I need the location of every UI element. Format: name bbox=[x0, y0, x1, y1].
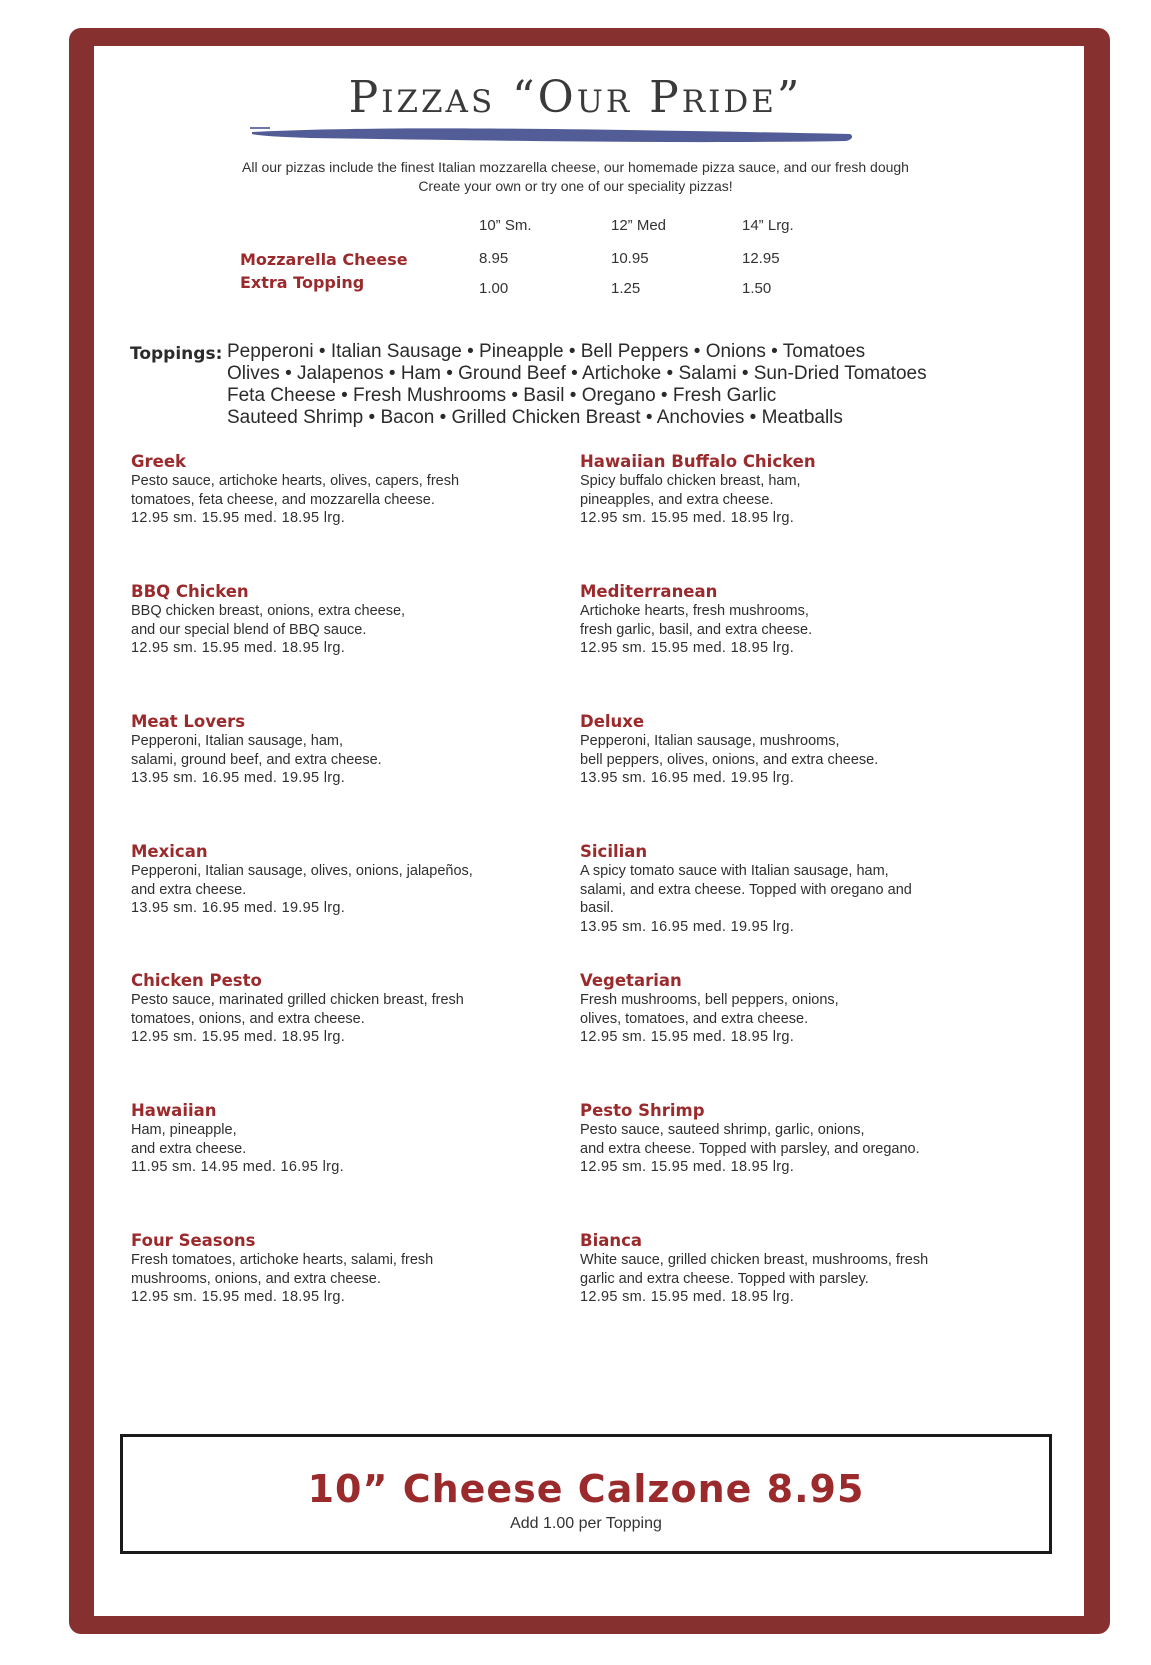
pizza-name: Mexican bbox=[131, 842, 208, 861]
pizza-item bbox=[131, 712, 561, 788]
size-header-large: 14” Lrg. bbox=[742, 217, 794, 234]
pizza-name: Greek bbox=[131, 452, 187, 471]
pizza-description-line: and extra cheese. bbox=[131, 881, 247, 898]
pizza-description-line: basil. bbox=[580, 900, 614, 916]
pizza-name: Chicken Pesto bbox=[131, 971, 262, 990]
intro-line-2: Create your own or try one of our speciality pizzas! bbox=[418, 178, 733, 194]
pizza-description-line: bell peppers, olives, onions, and extra cheese. bbox=[580, 751, 879, 768]
price-cell: 1.00 bbox=[479, 280, 509, 297]
calzone-subline: Add 1.00 per Topping bbox=[510, 1515, 662, 1532]
pizza-name: BBQ Chicken bbox=[131, 582, 249, 601]
pizza-name: Pesto Shrimp bbox=[580, 1101, 705, 1120]
pizza-name: Mediterranean bbox=[580, 582, 718, 601]
pizza-description-line: Fresh tomatoes, artichoke hearts, salami, fresh bbox=[131, 1252, 434, 1268]
pizza-name: Hawaiian bbox=[131, 1101, 217, 1120]
toppings-line: Olives • Jalapenos • Ham • Ground Beef • Artichoke • Salami • Sun-Dried Tomatoes bbox=[227, 363, 927, 384]
pizza-item bbox=[131, 971, 561, 1047]
pizza-name: Four Seasons bbox=[131, 1231, 256, 1250]
pizza-description-line: fresh garlic, basil, and extra cheese. bbox=[580, 621, 813, 638]
pizza-price: 13.95 sm. 16.95 med. 19.95 lrg. bbox=[131, 900, 346, 916]
size-header-small: 10” Sm. bbox=[479, 217, 532, 234]
intro-line-1: All our pizzas include the finest Italian mozzarella cheese, our homemade pizza sauce, and our fresh dough bbox=[242, 159, 909, 175]
pizza-name: Bianca bbox=[580, 1231, 643, 1250]
pizza-price: 13.95 sm. 16.95 med. 19.95 lrg. bbox=[580, 770, 795, 786]
pizza-item bbox=[131, 842, 561, 918]
toppings-label: Toppings: bbox=[130, 344, 223, 364]
pizza-price: 12.95 sm. 15.95 med. 18.95 lrg. bbox=[580, 510, 795, 526]
calzone-headline: 10” Cheese Calzone 8.95 bbox=[307, 1467, 865, 1511]
pizza-description-line: Pepperoni, Italian sausage, ham, bbox=[131, 733, 343, 749]
page-title: Pizzas “Our Pride” bbox=[348, 72, 803, 123]
pizza-name: Deluxe bbox=[580, 712, 645, 731]
pizza-item bbox=[580, 842, 1010, 936]
pizza-description-line: salami, ground beef, and extra cheese. bbox=[131, 751, 382, 768]
pizza-price: 11.95 sm. 14.95 med. 16.95 lrg. bbox=[131, 1159, 344, 1175]
pizza-price: 12.95 sm. 15.95 med. 18.95 lrg. bbox=[580, 1029, 795, 1045]
pizza-description-line: salami, and extra cheese. Topped with oregano and bbox=[580, 881, 912, 898]
pizza-description-line: tomatoes, feta cheese, and mozzarella cheese. bbox=[131, 491, 435, 508]
pizza-name: Vegetarian bbox=[580, 971, 682, 990]
pizza-description-line: BBQ chicken breast, onions, extra cheese, bbox=[131, 603, 406, 619]
price-cell: 1.25 bbox=[611, 280, 641, 297]
pizza-price: 12.95 sm. 15.95 med. 18.95 lrg. bbox=[131, 510, 346, 526]
pizza-description-line: Ham, pineapple, bbox=[131, 1122, 237, 1138]
pizza-item bbox=[131, 1231, 561, 1307]
pizza-item bbox=[580, 1231, 1010, 1307]
pizza-description-line: and extra cheese. bbox=[131, 1140, 247, 1157]
pizza-description-line: Pesto sauce, artichoke hearts, olives, capers, fresh bbox=[131, 473, 460, 489]
pizza-description-line: garlic and extra cheese. Topped with parsley. bbox=[580, 1270, 869, 1287]
pizza-price: 12.95 sm. 15.95 med. 18.95 lrg. bbox=[580, 1159, 795, 1175]
toppings-line: Pepperoni • Italian Sausage • Pineapple • Bell Peppers • Onions • Tomatoes bbox=[227, 341, 866, 362]
pizza-description-line: and extra cheese. Topped with parsley, and oregano. bbox=[580, 1140, 920, 1157]
pizza-description-line: mushrooms, onions, and extra cheese. bbox=[131, 1270, 381, 1287]
pizza-name: Meat Lovers bbox=[131, 712, 246, 731]
size-header-medium: 12” Med bbox=[611, 217, 667, 234]
pizza-description-line: and our special blend of BBQ sauce. bbox=[131, 621, 367, 638]
price-cell: 1.50 bbox=[742, 280, 772, 297]
pizza-price: 13.95 sm. 16.95 med. 19.95 lrg. bbox=[131, 770, 346, 786]
pizza-description-line: Pesto sauce, sauteed shrimp, garlic, onions, bbox=[580, 1122, 865, 1138]
calzone-box bbox=[120, 1434, 1052, 1554]
pizza-item bbox=[580, 712, 1010, 788]
pizza-price: 12.95 sm. 15.95 med. 18.95 lrg. bbox=[580, 1289, 795, 1305]
pizza-description-line: olives, tomatoes, and extra cheese. bbox=[580, 1010, 809, 1027]
toppings-line: Sauteed Shrimp • Bacon • Grilled Chicken Breast • Anchovies • Meatballs bbox=[227, 407, 843, 428]
intro-text bbox=[0, 158, 1151, 196]
pizza-description-line: Artichoke hearts, fresh mushrooms, bbox=[580, 603, 809, 619]
pizza-item bbox=[131, 582, 561, 658]
price-cell: 12.95 bbox=[742, 250, 780, 267]
pizza-item bbox=[580, 582, 1010, 658]
brush-stroke-decoration bbox=[250, 124, 860, 146]
pizza-item bbox=[580, 452, 1010, 528]
pizza-item bbox=[580, 1101, 1010, 1177]
toppings-line: Feta Cheese • Fresh Mushrooms • Basil • Oregano • Fresh Garlic bbox=[227, 385, 777, 406]
pizza-item bbox=[580, 971, 1010, 1047]
pizza-price: 12.95 sm. 15.95 med. 18.95 lrg. bbox=[131, 1289, 346, 1305]
pizza-description-line: Spicy buffalo chicken breast, ham, bbox=[580, 473, 801, 489]
price-cell: 10.95 bbox=[611, 250, 649, 267]
pizza-description-line: Pesto sauce, marinated grilled chicken breast, fresh bbox=[131, 992, 464, 1008]
row-label-extra-topping: Extra Topping bbox=[240, 273, 365, 292]
pizza-price: 12.95 sm. 15.95 med. 18.95 lrg. bbox=[131, 1029, 346, 1045]
pizza-price: 12.95 sm. 15.95 med. 18.95 lrg. bbox=[580, 640, 795, 656]
pizza-description-line: Pepperoni, Italian sausage, olives, onions, jalapeños, bbox=[131, 863, 473, 879]
pizza-description-line: Pepperoni, Italian sausage, mushrooms, bbox=[580, 733, 840, 749]
pizza-description-line: pineapples, and extra cheese. bbox=[580, 491, 774, 508]
pizza-description-line: tomatoes, onions, and extra cheese. bbox=[131, 1010, 365, 1027]
pizza-description-line: White sauce, grilled chicken breast, mushrooms, fresh bbox=[580, 1252, 929, 1268]
price-cell: 8.95 bbox=[479, 250, 509, 267]
pizza-item bbox=[131, 1101, 561, 1177]
pizza-price: 12.95 sm. 15.95 med. 18.95 lrg. bbox=[131, 640, 346, 656]
pizza-price: 13.95 sm. 16.95 med. 19.95 lrg. bbox=[580, 918, 795, 935]
pizza-item bbox=[131, 452, 561, 528]
pizza-name: Sicilian bbox=[580, 842, 648, 861]
pizza-name: Hawaiian Buffalo Chicken bbox=[580, 452, 816, 471]
pizza-description-line: A spicy tomato sauce with Italian sausage, ham, bbox=[580, 863, 889, 879]
pizza-description-line: Fresh mushrooms, bell peppers, onions, bbox=[580, 992, 839, 1008]
row-label-mozzarella: Mozzarella Cheese bbox=[240, 250, 408, 269]
